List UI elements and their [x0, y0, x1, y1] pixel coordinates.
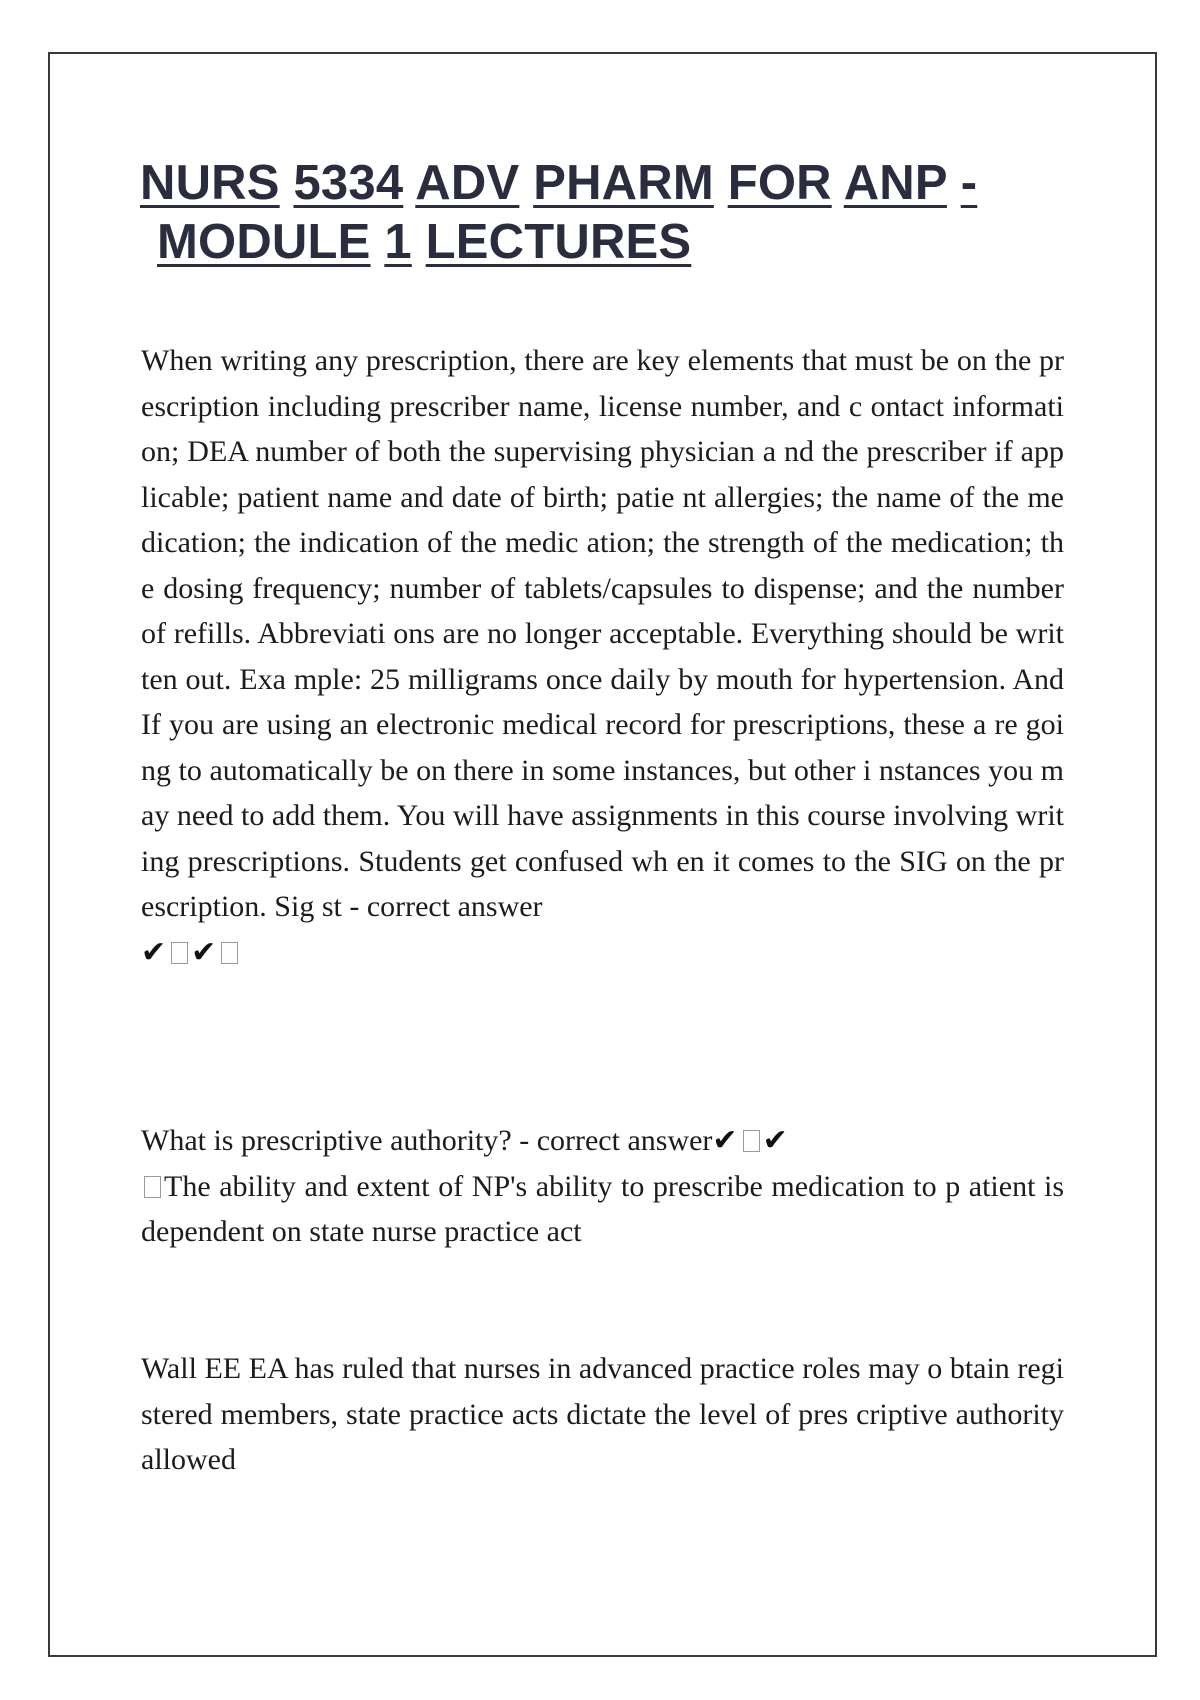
title-line-1: [140, 154, 1040, 213]
title-word: 1: [384, 215, 412, 269]
title-word: PHARM: [533, 156, 714, 210]
check-mark-icon: ✔: [191, 935, 219, 969]
missing-glyph-box-icon: [221, 942, 238, 964]
paragraph-prescription-elements: [141, 338, 1064, 975]
paragraph-text: When writing any prescription, there are key elements that must be on the prescription including prescriber name, license number, and c ontact information; DEA number of both the supervising physician a nd the prescriber if applicable; patient name and date of birth; patie nt allergies; the name of the medication; the indication of the medic ation; the strength of the medication; the dosing frequency; number of tablets/capsules to dispense; and the number of refills. Abbreviati ons are no longer acceptable. Everything should be written out. Exa mple: 25 milligrams once daily by mouth for hypertension. And If you are using an electronic medical record for prescriptions, these a re going to automatically be on there in some instances, but other i nstances you may need to add them. You will have assignments in this course involving writing prescriptions. Students get confused wh en it comes to the SIG on the prescription. Sig st - correct answer: [141, 344, 1064, 923]
title-word: ADV: [415, 156, 520, 210]
title-line-2: [140, 213, 1040, 272]
missing-glyph-box-icon: [171, 942, 188, 964]
check-mark-icon: ✔: [141, 935, 169, 969]
answer-text: The ability and extent of NP's ability to prescribe medication to p atient is dependent on state nurse practice act: [141, 1169, 1064, 1248]
title-word: ANP: [843, 156, 947, 210]
check-mark-icon: ✔: [762, 1124, 790, 1157]
check-mark-icon: ✔: [712, 1124, 740, 1157]
paragraph-state-practice-acts: [141, 1346, 1064, 1483]
title-word: LECTURES: [425, 215, 692, 269]
document-title: [140, 154, 1040, 272]
title-word: NURS: [140, 156, 280, 210]
missing-glyph-box-icon: [743, 1130, 760, 1152]
title-word: -: [960, 156, 978, 210]
title-word: 5334: [293, 156, 404, 210]
title-word: FOR: [727, 156, 832, 210]
missing-glyph-box-icon: [144, 1176, 161, 1198]
title-word: MODULE: [157, 215, 371, 269]
question-text: What is prescriptive authority? - correct answer: [141, 1124, 713, 1157]
paragraph-prescriptive-authority: [141, 1118, 1064, 1255]
paragraph-text: Wall EE EA has ruled that nurses in advanced practice roles may o btain registered members, state practice acts dictate the level of pres criptive authority allowed: [141, 1352, 1064, 1476]
answer-marks: [141, 936, 241, 969]
answer-marks: [712, 1124, 789, 1157]
